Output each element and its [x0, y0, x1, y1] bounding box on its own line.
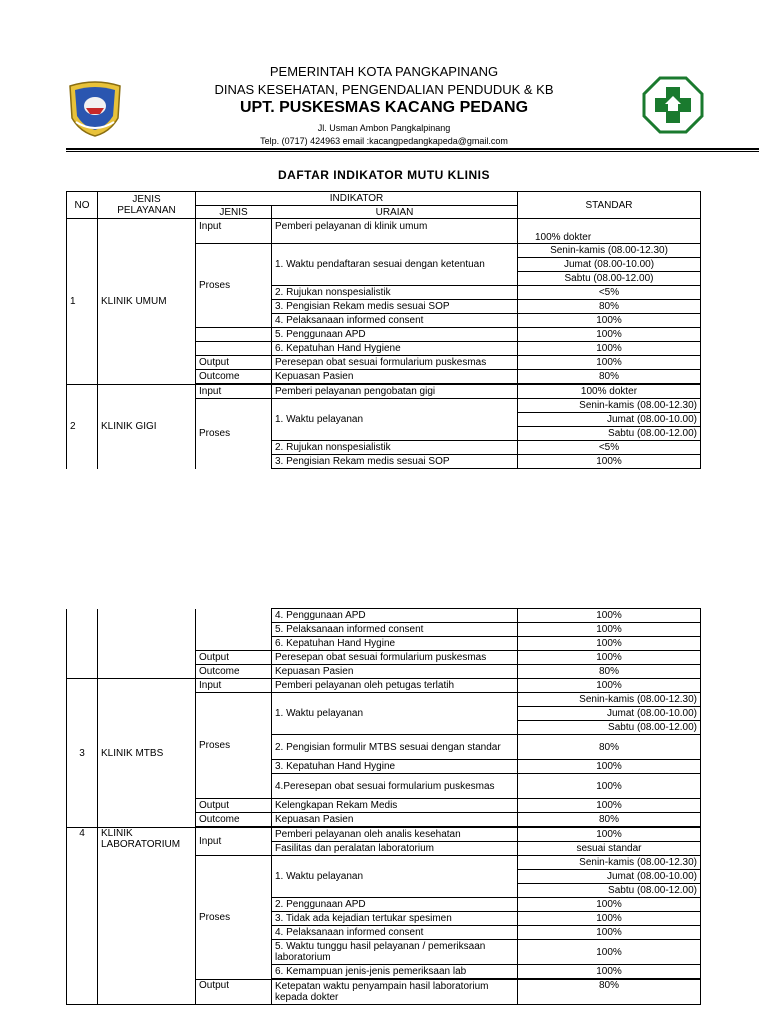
col-indikator: INDIKATOR — [196, 192, 518, 206]
header-rule — [66, 148, 759, 150]
standar-cell: 100% — [518, 774, 701, 799]
standar-cell: Senin-kamis (08.00-12.30) — [518, 399, 701, 413]
standar-cell: 100% — [518, 623, 701, 637]
uraian-cell: 5. Penggunaan APD — [272, 328, 518, 342]
document-title: DAFTAR INDIKATOR MUTU KLINIS — [278, 168, 490, 182]
service-klinik-mtbs: KLINIK MTBS — [98, 679, 196, 828]
uraian-cell: Fasilitas dan peralatan laboratorium — [272, 842, 518, 856]
standar-cell: 80% — [518, 735, 701, 760]
jenis-proses: Proses — [196, 399, 272, 469]
standar-cell: 100% — [518, 679, 701, 693]
uraian-cell: 2. Pengisian formulir MTBS sesuai dengan standar — [272, 735, 518, 760]
jenis-output: Output — [196, 980, 272, 1005]
row-no-4: 4 — [67, 828, 98, 1005]
service-klinik-laboratorium: KLINIK LABORATORIUM — [98, 828, 196, 1005]
uraian-cell: 6. Kemampuan jenis-jenis pemeriksaan lab — [272, 965, 518, 979]
row-no-2: 2 — [67, 385, 98, 469]
service-klinik-umum: KLINIK UMUM — [98, 219, 196, 385]
jenis-input: Input — [196, 679, 272, 693]
jenis-input: Input — [196, 828, 272, 856]
standar-cell: 100% — [518, 651, 701, 665]
standar-cell: 100% dokter — [518, 385, 701, 399]
jenis-proses: Proses — [196, 693, 272, 799]
standar-cell: 100% — [518, 828, 701, 842]
col-jenis: JENIS — [196, 206, 272, 219]
jenis-outcome: Outcome — [196, 665, 272, 679]
col-standar: STANDAR — [518, 192, 701, 219]
col-uraian: URAIAN — [272, 206, 518, 219]
uraian-cell: 1. Waktu pelayanan — [272, 693, 518, 735]
standar-cell: Senin-kamis (08.00-12.30) — [518, 693, 701, 707]
standar-cell: Jumat (08.00-10.00) — [518, 870, 701, 884]
uraian-cell: Pemberi pelayanan di klinik umum — [272, 219, 518, 244]
header-rule-thin — [66, 151, 759, 152]
standar-cell: Senin-kamis (08.00-12.30) — [518, 244, 701, 258]
jenis-proses: Proses — [196, 244, 272, 328]
uraian-cell: Kepuasan Pasien — [272, 665, 518, 679]
standar-cell: Sabtu (08.00-12.00) — [518, 721, 701, 735]
jenis-outcome: Outcome — [196, 370, 272, 384]
indikator-table-page-2 — [66, 608, 701, 1005]
header-address: Jl. Usman Ambon Pangkalpinang — [317, 123, 451, 133]
indikator-table-page-1 — [66, 191, 701, 469]
header-government: PEMERINTAH KOTA PANGKAPINANG — [269, 64, 499, 79]
standar-cell: Sabtu (08.00-12.00) — [518, 427, 701, 441]
uraian-cell: 6. Kepatuhan Hand Hygiene — [272, 342, 518, 356]
standar-cell: Sabtu (08.00-12.00) — [518, 272, 701, 286]
standar-cell: 100% — [518, 898, 701, 912]
uraian-cell: Kelengkapan Rekam Medis — [272, 799, 518, 813]
uraian-cell: 5. Waktu tunggu hasil pelayanan / pemeriksaan laboratorium — [272, 940, 518, 965]
jenis-proses: Proses — [196, 856, 272, 980]
uraian-cell: 1. Waktu pelayanan — [272, 399, 518, 441]
standar-cell: 100% — [518, 609, 701, 623]
uraian-cell: 2. Rujukan nonspesialistik — [272, 441, 518, 455]
uraian-cell: 4. Pelaksanaan informed consent — [272, 314, 518, 328]
uraian-cell: 2. Penggunaan APD — [272, 898, 518, 912]
uraian-cell: Peresepan obat sesuai formularium puskesmas — [272, 651, 518, 665]
standar-cell: 100% — [518, 342, 701, 356]
standar-cell: 80% — [518, 665, 701, 679]
standar-cell: Senin-kamis (08.00-12.30) — [518, 856, 701, 870]
jenis-outcome: Outcome — [196, 813, 272, 827]
standar-cell: 100% — [518, 455, 701, 469]
standar-cell: sesuai standar — [518, 842, 701, 856]
uraian-cell: Peresepan obat sesuai formularium puskesmas — [272, 356, 518, 370]
row-no-1: 1 — [67, 219, 98, 385]
jenis-input: Input — [196, 219, 272, 244]
standar-cell: 100% — [518, 799, 701, 813]
standar-cell: 100% — [518, 637, 701, 651]
uraian-cell: 5. Pelaksanaan informed consent — [272, 623, 518, 637]
standar-cell: 100% — [518, 940, 701, 965]
standar-cell: 100% — [518, 356, 701, 370]
uraian-cell: 3. Tidak ada kejadian tertukar spesimen — [272, 912, 518, 926]
standar-cell: 80% — [518, 813, 701, 827]
standar-cell: <5% — [518, 441, 701, 455]
jenis-input: Input — [196, 385, 272, 399]
standar-cell: 100% — [518, 912, 701, 926]
row-no-2-cont — [67, 609, 98, 679]
uraian-cell: 1. Waktu pendaftaran sesuai dengan ketentuan — [272, 244, 518, 286]
jenis-output: Output — [196, 651, 272, 665]
col-no: NO — [67, 192, 98, 219]
standar-cell: 100% — [518, 314, 701, 328]
standar-cell: 100% dokter — [518, 219, 701, 244]
standar-cell: <5% — [518, 286, 701, 300]
uraian-cell: Pemberi pelayanan oleh petugas terlatih — [272, 679, 518, 693]
uraian-cell: Kepuasan Pasien — [272, 370, 518, 384]
header-puskesmas-name: UPT. PUSKESMAS KACANG PEDANG — [239, 99, 529, 116]
uraian-cell: 1. Waktu pelayanan — [272, 856, 518, 898]
service-klinik-gigi: KLINIK GIGI — [98, 385, 196, 469]
standar-cell: Sabtu (08.00-12.00) — [518, 884, 701, 898]
row-no-3: 3 — [67, 679, 98, 828]
uraian-cell: 4. Penggunaan APD — [272, 609, 518, 623]
standar-cell: Jumat (08.00-10.00) — [518, 707, 701, 721]
uraian-cell: 4.Peresepan obat sesuai formularium puskesmas — [272, 774, 518, 799]
jenis-proses-cont — [196, 609, 272, 651]
uraian-cell: 6. Kepatuhan Hand Hygine — [272, 637, 518, 651]
standar-cell: 100% — [518, 926, 701, 940]
jenis-proses-cont — [196, 328, 272, 342]
uraian-cell: 3. Pengisian Rekam medis sesuai SOP — [272, 455, 518, 469]
header-department: DINAS KESEHATAN, PENGENDALIAN PENDUDUK & KB — [214, 82, 554, 97]
service-klinik-gigi-cont — [98, 609, 196, 679]
standar-cell: 80% — [518, 980, 701, 1005]
standar-cell: Jumat (08.00-10.00) — [518, 413, 701, 427]
jenis-output: Output — [196, 799, 272, 813]
uraian-cell: 3. Kepatuhan Hand Hygine — [272, 760, 518, 774]
standar-cell: 80% — [518, 370, 701, 384]
uraian-cell: 4. Pelaksanaan informed consent — [272, 926, 518, 940]
standar-cell: 100% — [518, 328, 701, 342]
uraian-cell: Pemberi pelayanan pengobatan gigi — [272, 385, 518, 399]
uraian-cell: Ketepatan waktu penyampain hasil laboratorium kepada dokter — [272, 980, 518, 1005]
header-contact: Telp. (0717) 424963 email :kacangpedangkapeda@gmail.com — [260, 136, 508, 146]
uraian-cell: 3. Pengisian Rekam medis sesuai SOP — [272, 300, 518, 314]
standar-cell: 100% — [518, 760, 701, 774]
standar-cell: 80% — [518, 300, 701, 314]
standar-cell: Jumat (08.00-10.00) — [518, 258, 701, 272]
jenis-output: Output — [196, 356, 272, 370]
uraian-cell: Pemberi pelayanan oleh analis kesehatan — [272, 828, 518, 842]
jenis-proses-cont — [196, 342, 272, 356]
uraian-cell: 2. Rujukan nonspesialistik — [272, 286, 518, 300]
col-jenis-pelayanan: JENIS PELAYANAN — [98, 192, 196, 219]
standar-cell: 100% — [518, 965, 701, 979]
uraian-cell: Kepuasan Pasien — [272, 813, 518, 827]
